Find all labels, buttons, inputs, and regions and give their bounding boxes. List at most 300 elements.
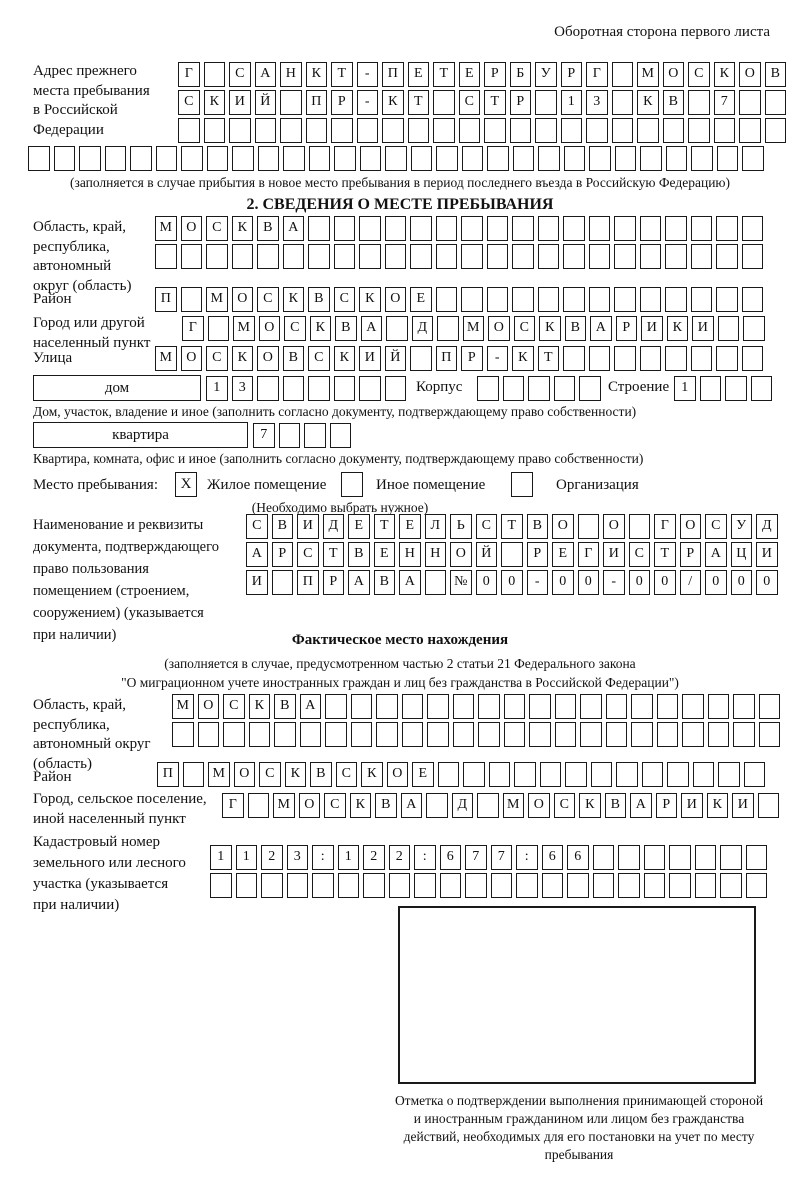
char-cell bbox=[504, 722, 526, 747]
char-cell bbox=[644, 873, 666, 898]
char-cell bbox=[105, 146, 127, 171]
char-cell: Т bbox=[484, 90, 506, 115]
actual-city-row[interactable] bbox=[222, 793, 783, 818]
char-cell: О bbox=[603, 514, 625, 539]
prev-address-label-line: в Российской bbox=[33, 102, 118, 118]
char-cell: 3 bbox=[287, 845, 309, 870]
char-cell bbox=[208, 316, 230, 341]
char-cell bbox=[181, 146, 203, 171]
char-cell: 1 bbox=[236, 845, 258, 870]
char-cell: И bbox=[732, 793, 754, 818]
char-cell bbox=[427, 694, 449, 719]
char-cell: П bbox=[306, 90, 328, 115]
premises-option-label: Иное помещение bbox=[376, 477, 486, 493]
char-cell bbox=[691, 244, 713, 269]
document-label-line: Наименование и реквизиты bbox=[33, 517, 204, 533]
char-cell bbox=[504, 694, 526, 719]
char-cell: К bbox=[204, 90, 226, 115]
char-cell: О bbox=[198, 694, 220, 719]
prev-address-row-4[interactable] bbox=[28, 146, 768, 171]
char-cell: А bbox=[705, 542, 727, 567]
char-cell: С bbox=[257, 287, 279, 312]
char-cell bbox=[717, 146, 739, 171]
char-cell bbox=[280, 118, 302, 143]
char-cell bbox=[733, 694, 755, 719]
char-cell: О bbox=[450, 542, 472, 567]
char-cell bbox=[589, 346, 611, 371]
char-cell bbox=[591, 762, 613, 787]
char-cell: О bbox=[385, 287, 407, 312]
char-cell: 2 bbox=[261, 845, 283, 870]
char-cell: С bbox=[324, 793, 346, 818]
char-cell: М bbox=[206, 287, 228, 312]
char-cell bbox=[538, 244, 560, 269]
char-cell: П bbox=[297, 570, 319, 595]
char-cell: Д bbox=[756, 514, 778, 539]
apartment-type-box: квартира bbox=[33, 422, 248, 448]
city-label-line: населенный пункт bbox=[33, 334, 151, 351]
char-cell bbox=[357, 118, 379, 143]
char-cell: 7 bbox=[465, 845, 487, 870]
char-cell: А bbox=[630, 793, 652, 818]
char-cell: С bbox=[259, 762, 281, 787]
char-cell bbox=[351, 694, 373, 719]
char-cell bbox=[589, 287, 611, 312]
char-cell bbox=[700, 376, 722, 401]
char-cell bbox=[54, 146, 76, 171]
char-cell bbox=[477, 793, 499, 818]
char-cell: В bbox=[605, 793, 627, 818]
korpus-label: Корпус bbox=[416, 379, 463, 395]
char-cell bbox=[666, 146, 688, 171]
region-label bbox=[33, 218, 153, 296]
char-cell bbox=[514, 762, 536, 787]
char-cell: И bbox=[229, 90, 251, 115]
prev-address-row-3[interactable] bbox=[178, 118, 790, 143]
char-cell bbox=[436, 287, 458, 312]
char-cell bbox=[682, 722, 704, 747]
char-cell bbox=[438, 762, 460, 787]
char-cell: - bbox=[357, 62, 379, 87]
stamp-box bbox=[398, 906, 756, 1084]
char-cell bbox=[382, 118, 404, 143]
char-cell: 6 bbox=[542, 845, 564, 870]
char-cell: Т bbox=[323, 542, 345, 567]
char-cell bbox=[742, 244, 764, 269]
char-cell bbox=[614, 216, 636, 241]
street-row[interactable] bbox=[155, 346, 767, 371]
char-cell: С bbox=[206, 346, 228, 371]
premises-checkbox-org[interactable] bbox=[511, 472, 533, 497]
char-cell bbox=[491, 873, 513, 898]
premises-option-label: Жилое помещение bbox=[207, 477, 327, 493]
document-row-1[interactable] bbox=[246, 514, 782, 539]
char-cell bbox=[693, 762, 715, 787]
char-cell bbox=[580, 722, 602, 747]
char-cell: Й bbox=[255, 90, 277, 115]
char-cell: М bbox=[637, 62, 659, 87]
char-cell bbox=[682, 694, 704, 719]
char-cell: М bbox=[463, 316, 485, 341]
char-cell: : bbox=[414, 845, 436, 870]
char-cell bbox=[606, 694, 628, 719]
char-cell bbox=[334, 376, 356, 401]
premises-checkbox-inoe[interactable] bbox=[341, 472, 363, 497]
char-cell: Б bbox=[510, 62, 532, 87]
char-cell: - bbox=[487, 346, 509, 371]
char-cell bbox=[181, 287, 203, 312]
region-label-line: округ (область) bbox=[33, 277, 132, 294]
char-cell: С bbox=[178, 90, 200, 115]
char-cell: М bbox=[503, 793, 525, 818]
char-cell bbox=[744, 762, 766, 787]
char-cell bbox=[487, 216, 509, 241]
char-cell: С bbox=[246, 514, 268, 539]
char-cell: В bbox=[335, 316, 357, 341]
char-cell bbox=[206, 244, 228, 269]
char-cell bbox=[440, 873, 462, 898]
char-cell: К bbox=[637, 90, 659, 115]
char-cell bbox=[614, 244, 636, 269]
char-cell bbox=[408, 118, 430, 143]
char-cell bbox=[554, 376, 576, 401]
char-cell: М bbox=[233, 316, 255, 341]
char-cell bbox=[28, 146, 50, 171]
char-cell bbox=[411, 146, 433, 171]
premises-note: (Необходимо выбрать нужное) bbox=[251, 500, 429, 515]
char-cell bbox=[563, 287, 585, 312]
char-cell bbox=[716, 216, 738, 241]
actual-location-note-1: (заполняется в случае, предусмотренном частью 2 статьи 21 Федерального закона bbox=[164, 656, 636, 671]
char-cell: Р bbox=[510, 90, 532, 115]
char-cell bbox=[283, 146, 305, 171]
char-cell: К bbox=[361, 762, 383, 787]
char-cell bbox=[512, 287, 534, 312]
char-cell bbox=[478, 694, 500, 719]
char-cell bbox=[414, 873, 436, 898]
char-cell: А bbox=[255, 62, 277, 87]
char-cell bbox=[618, 845, 640, 870]
char-cell bbox=[359, 216, 381, 241]
char-cell bbox=[351, 722, 373, 747]
char-cell bbox=[261, 873, 283, 898]
char-cell bbox=[589, 146, 611, 171]
char-cell bbox=[359, 244, 381, 269]
char-cell: Ь bbox=[450, 514, 472, 539]
actual-region-label bbox=[33, 696, 173, 774]
city-row[interactable] bbox=[182, 316, 769, 341]
korpus-row[interactable] bbox=[477, 376, 605, 401]
char-cell: В bbox=[272, 514, 294, 539]
char-cell bbox=[746, 845, 768, 870]
char-cell bbox=[204, 62, 226, 87]
char-cell bbox=[618, 873, 640, 898]
char-cell: О bbox=[387, 762, 409, 787]
char-cell: А bbox=[361, 316, 383, 341]
char-cell: С bbox=[476, 514, 498, 539]
char-cell: Р bbox=[616, 316, 638, 341]
char-cell bbox=[542, 873, 564, 898]
char-cell bbox=[334, 146, 356, 171]
char-cell: О bbox=[552, 514, 574, 539]
char-cell bbox=[463, 762, 485, 787]
char-cell bbox=[589, 244, 611, 269]
char-cell: Е bbox=[459, 62, 481, 87]
char-cell: П bbox=[436, 346, 458, 371]
char-cell: О bbox=[488, 316, 510, 341]
char-cell bbox=[718, 762, 740, 787]
char-cell bbox=[279, 423, 301, 448]
char-cell bbox=[210, 873, 232, 898]
char-cell bbox=[461, 244, 483, 269]
char-cell bbox=[462, 146, 484, 171]
char-cell: К bbox=[334, 346, 356, 371]
char-cell bbox=[359, 376, 381, 401]
char-cell bbox=[742, 146, 764, 171]
char-cell: Н bbox=[425, 542, 447, 567]
section2-header: 2. СВЕДЕНИЯ О МЕСТЕ ПРЕБЫВАНИЯ bbox=[246, 196, 554, 213]
house-type-box: дом bbox=[33, 375, 201, 401]
stroenie-label: Строение bbox=[608, 379, 670, 395]
char-cell bbox=[708, 694, 730, 719]
char-cell bbox=[181, 244, 203, 269]
char-cell: К bbox=[714, 62, 736, 87]
char-cell bbox=[172, 722, 194, 747]
char-cell: Е bbox=[410, 287, 432, 312]
char-cell: Й bbox=[385, 346, 407, 371]
char-cell: О bbox=[259, 316, 281, 341]
char-cell bbox=[578, 514, 600, 539]
char-cell: С bbox=[705, 514, 727, 539]
char-cell: Г bbox=[578, 542, 600, 567]
char-cell: 7 bbox=[491, 845, 513, 870]
prev-address-row-1[interactable] bbox=[178, 62, 790, 87]
char-cell bbox=[669, 845, 691, 870]
char-cell bbox=[465, 873, 487, 898]
char-cell bbox=[631, 722, 653, 747]
char-cell: О bbox=[528, 793, 550, 818]
char-cell bbox=[657, 722, 679, 747]
district-row[interactable] bbox=[155, 287, 767, 312]
char-cell: Н bbox=[280, 62, 302, 87]
char-cell: Р bbox=[561, 62, 583, 87]
char-cell bbox=[561, 118, 583, 143]
char-cell: А bbox=[590, 316, 612, 341]
char-cell: 1 bbox=[210, 845, 232, 870]
char-cell bbox=[425, 570, 447, 595]
actual-region-label-line: Область, край, bbox=[33, 697, 127, 713]
char-cell bbox=[325, 722, 347, 747]
char-cell bbox=[385, 216, 407, 241]
page-side-note: Оборотная сторона первого листа bbox=[554, 24, 770, 40]
char-cell: П bbox=[382, 62, 404, 87]
char-cell: Е bbox=[348, 514, 370, 539]
char-cell: 2 bbox=[363, 845, 385, 870]
char-cell: Ц bbox=[731, 542, 753, 567]
char-cell: К bbox=[232, 216, 254, 241]
char-cell: 1 bbox=[674, 376, 696, 401]
actual-district-label: Район bbox=[33, 769, 72, 785]
char-cell: В bbox=[374, 570, 396, 595]
char-cell bbox=[540, 762, 562, 787]
char-cell bbox=[402, 694, 424, 719]
region-label-line: Область, край, bbox=[33, 219, 127, 235]
cadastral-label-line: при наличии) bbox=[33, 897, 120, 913]
char-cell bbox=[612, 90, 634, 115]
prev-address-label bbox=[33, 62, 183, 140]
char-cell: С bbox=[284, 316, 306, 341]
char-cell: У bbox=[535, 62, 557, 87]
document-row-3[interactable] bbox=[246, 570, 782, 595]
char-cell bbox=[304, 423, 326, 448]
char-cell bbox=[606, 722, 628, 747]
char-cell bbox=[742, 287, 764, 312]
char-cell bbox=[258, 146, 280, 171]
char-cell bbox=[461, 216, 483, 241]
char-cell bbox=[512, 244, 534, 269]
char-cell bbox=[325, 694, 347, 719]
cadastral-row-1[interactable] bbox=[210, 845, 771, 870]
char-cell bbox=[669, 873, 691, 898]
char-cell: А bbox=[399, 570, 421, 595]
cadastral-row-2[interactable] bbox=[210, 873, 771, 898]
char-cell bbox=[156, 146, 178, 171]
char-cell: 0 bbox=[578, 570, 600, 595]
char-cell bbox=[663, 118, 685, 143]
actual-region-row-2[interactable] bbox=[172, 722, 784, 747]
char-cell: : bbox=[312, 845, 334, 870]
char-cell: 0 bbox=[629, 570, 651, 595]
char-cell bbox=[691, 146, 713, 171]
char-cell: А bbox=[300, 694, 322, 719]
char-cell: К bbox=[707, 793, 729, 818]
char-cell bbox=[330, 423, 352, 448]
char-cell: Л bbox=[425, 514, 447, 539]
char-cell bbox=[688, 118, 710, 143]
actual-district-row[interactable] bbox=[157, 762, 769, 787]
char-cell bbox=[765, 118, 787, 143]
char-cell bbox=[695, 873, 717, 898]
char-cell bbox=[612, 62, 634, 87]
actual-location-header: Фактическое место нахождения bbox=[291, 632, 509, 648]
char-cell bbox=[489, 762, 511, 787]
char-cell: В bbox=[308, 287, 330, 312]
char-cell bbox=[410, 216, 432, 241]
char-cell: В bbox=[565, 316, 587, 341]
house-number-row[interactable] bbox=[206, 376, 410, 401]
char-cell bbox=[563, 244, 585, 269]
char-cell bbox=[516, 873, 538, 898]
char-cell bbox=[665, 346, 687, 371]
char-cell bbox=[283, 376, 305, 401]
prev-address-label-line: Федерации bbox=[33, 121, 104, 138]
char-cell bbox=[178, 118, 200, 143]
char-cell bbox=[716, 346, 738, 371]
char-cell: М bbox=[155, 346, 177, 371]
char-cell: С bbox=[336, 762, 358, 787]
char-cell bbox=[612, 118, 634, 143]
char-cell: 0 bbox=[501, 570, 523, 595]
district-label: Район bbox=[33, 291, 72, 307]
char-cell bbox=[691, 346, 713, 371]
apartment-number-row[interactable] bbox=[253, 423, 355, 448]
char-cell: 0 bbox=[476, 570, 498, 595]
char-cell bbox=[248, 793, 270, 818]
char-cell bbox=[376, 722, 398, 747]
char-cell: С bbox=[554, 793, 576, 818]
char-cell bbox=[232, 146, 254, 171]
char-cell: В bbox=[527, 514, 549, 539]
char-cell bbox=[742, 346, 764, 371]
char-cell: С bbox=[206, 216, 228, 241]
prev-address-row-2[interactable] bbox=[178, 90, 790, 115]
char-cell bbox=[640, 287, 662, 312]
char-cell: В bbox=[348, 542, 370, 567]
actual-city-label bbox=[33, 790, 223, 829]
char-cell: О bbox=[181, 346, 203, 371]
char-cell bbox=[631, 694, 653, 719]
char-cell bbox=[640, 146, 662, 171]
char-cell bbox=[535, 90, 557, 115]
char-cell: К bbox=[382, 90, 404, 115]
apartment-note: Квартира, комната, офис и иное (заполнить согласно документу, подтверждающему право собственности) bbox=[33, 451, 644, 466]
stroenie-row[interactable] bbox=[674, 376, 776, 401]
char-cell: О bbox=[234, 762, 256, 787]
char-cell bbox=[436, 146, 458, 171]
char-cell bbox=[501, 542, 523, 567]
char-cell: 2 bbox=[389, 845, 411, 870]
char-cell bbox=[477, 376, 499, 401]
char-cell bbox=[720, 873, 742, 898]
char-cell bbox=[306, 118, 328, 143]
char-cell: 0 bbox=[552, 570, 574, 595]
char-cell bbox=[640, 346, 662, 371]
char-cell bbox=[453, 722, 475, 747]
char-cell: Т bbox=[654, 542, 676, 567]
char-cell bbox=[614, 346, 636, 371]
char-cell: Е bbox=[412, 762, 434, 787]
prev-address-label-line: места пребывания bbox=[33, 82, 150, 99]
char-cell bbox=[130, 146, 152, 171]
char-cell: О bbox=[663, 62, 685, 87]
char-cell bbox=[204, 118, 226, 143]
char-cell bbox=[667, 762, 689, 787]
char-cell: Т bbox=[501, 514, 523, 539]
char-cell bbox=[589, 216, 611, 241]
region-row-1[interactable] bbox=[155, 216, 767, 241]
document-row-2[interactable] bbox=[246, 542, 782, 567]
cadastral-label-line: земельного или лесного bbox=[33, 855, 186, 871]
char-cell: К bbox=[512, 346, 534, 371]
char-cell: П bbox=[157, 762, 179, 787]
actual-region-row-1[interactable] bbox=[172, 694, 784, 719]
char-cell bbox=[331, 118, 353, 143]
char-cell bbox=[385, 244, 407, 269]
char-cell bbox=[155, 244, 177, 269]
char-cell: К bbox=[579, 793, 601, 818]
char-cell bbox=[385, 376, 407, 401]
char-cell bbox=[563, 216, 585, 241]
char-cell: О bbox=[257, 346, 279, 371]
region-row-2[interactable] bbox=[155, 244, 767, 269]
char-cell: В bbox=[765, 62, 787, 87]
char-cell bbox=[563, 346, 585, 371]
char-cell: Т bbox=[538, 346, 560, 371]
premises-checkbox-zhiloe[interactable]: X bbox=[175, 472, 197, 497]
house-note: Дом, участок, владение и иное (заполнить согласно документу, подтверждающему право собственности) bbox=[33, 404, 637, 419]
char-cell: И bbox=[603, 542, 625, 567]
char-cell: № bbox=[450, 570, 472, 595]
